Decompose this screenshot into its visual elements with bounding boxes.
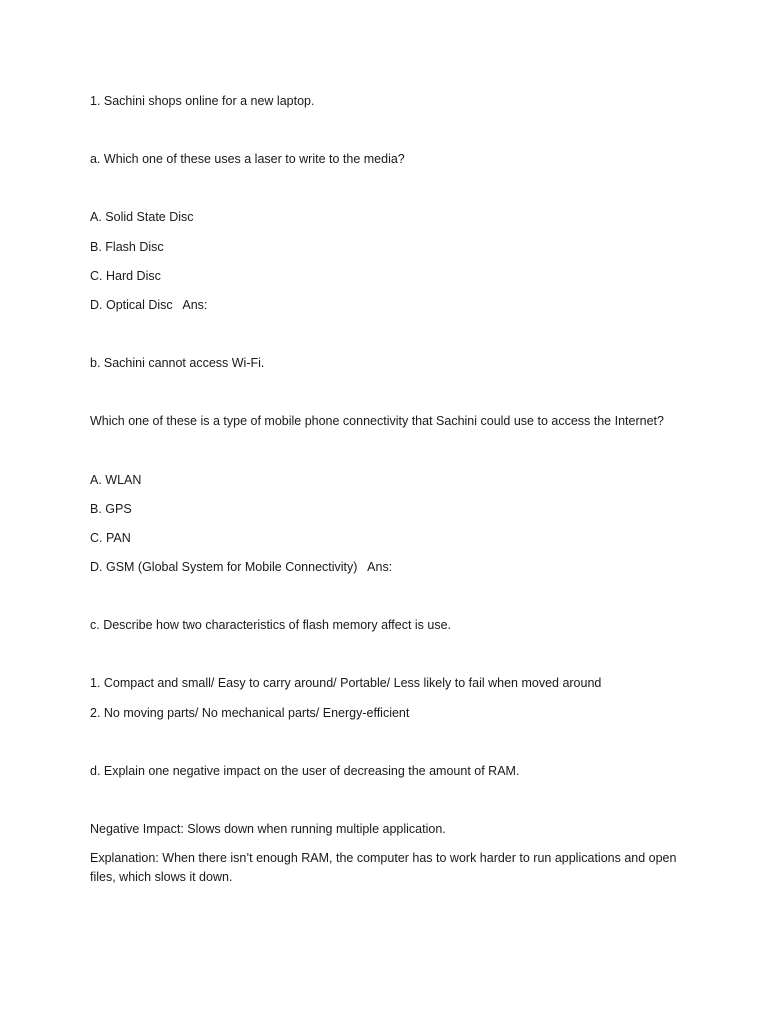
part-b-option-d: D. GSM (Global System for Mobile Connectivity) Ans: (90, 560, 393, 574)
part-b-option-a: A. WLAN (90, 473, 142, 487)
part-c-answer-2: 2. No moving parts/ No mechanical parts/ Energy-efficient (90, 706, 410, 720)
part-b-option-b: B. GPS (90, 502, 132, 516)
part-a-option-b: B. Flash Disc (90, 240, 164, 254)
part-a-question: a. Which one of these uses a laser to write to the media? (90, 152, 405, 166)
part-d-negative-impact: Negative Impact: Slows down when running multiple application. (90, 822, 446, 836)
part-a-option-c: C. Hard Disc (90, 269, 161, 283)
part-d-question: d. Explain one negative impact on the user of decreasing the amount of RAM. (90, 764, 520, 778)
part-d-explanation: Explanation: When there isn’t enough RAM, the computer has to work harder to run applications and open files, which slows it down. (90, 851, 677, 884)
question-heading: 1. Sachini shops online for a new laptop. (90, 94, 315, 108)
part-b-intro: b. Sachini cannot access Wi-Fi. (90, 356, 265, 370)
part-c-answer-1: 1. Compact and small/ Easy to carry around/ Portable/ Less likely to fail when moved around (90, 676, 602, 690)
part-c-question: c. Describe how two characteristics of flash memory affect is use. (90, 618, 452, 632)
part-a-option-d: D. Optical Disc Ans: (90, 298, 208, 312)
part-b-option-c: C. PAN (90, 531, 131, 545)
part-a-option-a: A. Solid State Disc (90, 210, 194, 224)
part-b-question: Which one of these is a type of mobile phone connectivity that Sachini could use to access the Internet? (90, 414, 664, 428)
